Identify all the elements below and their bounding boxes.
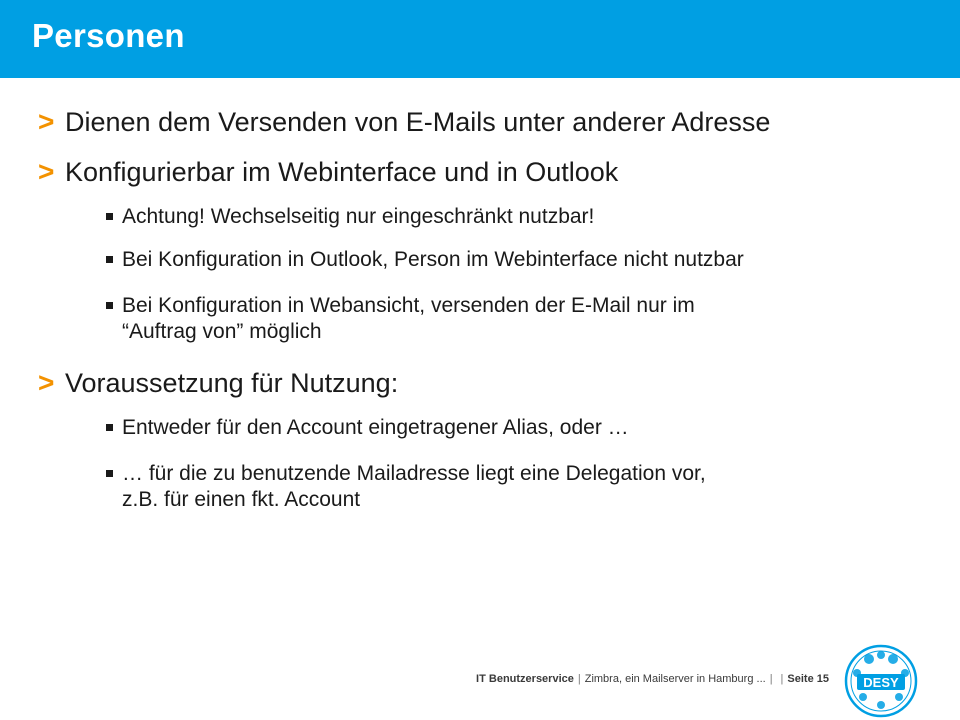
bullet-level1 xyxy=(38,156,618,188)
bullet-text-line1: Bei Konfiguration in Webansicht, versenden der E-Mail nur im xyxy=(122,294,695,317)
bullet-text: Konfigurierbar im Webinterface und in Outlook xyxy=(65,157,619,187)
desy-logo-icon xyxy=(843,643,919,719)
square-bullet-icon xyxy=(106,256,113,263)
square-bullet-icon xyxy=(106,470,113,477)
footer-org: IT Benutzerservice xyxy=(476,673,574,685)
bullet-level2 xyxy=(106,247,744,273)
logo-text: DESY xyxy=(863,675,899,690)
square-bullet-icon xyxy=(106,213,113,220)
bullet-level2 xyxy=(106,461,706,513)
bullet-level1 xyxy=(38,106,770,138)
footer-talk: Zimbra, ein Mailserver in Hamburg ... xyxy=(584,673,766,685)
bullet-marker: > xyxy=(38,106,55,137)
footer-page-number: Seite 15 xyxy=(787,673,829,685)
bullet-marker: > xyxy=(38,156,55,187)
bullet-level2 xyxy=(106,415,629,441)
bullet-text-line1: … für die zu benutzende Mailadresse liegt eine Delegation vor, xyxy=(122,462,706,485)
footer xyxy=(476,673,829,685)
square-bullet-icon xyxy=(106,302,113,309)
bullet-text-line2: “Auftrag von” möglich xyxy=(122,320,322,343)
footer-separator: | xyxy=(577,673,581,685)
bullet-text: Entweder für den Account eingetragener Alias, oder … xyxy=(122,416,629,439)
bullet-text: Dienen dem Versenden von E-Mails unter anderer Adresse xyxy=(65,107,771,137)
bullet-level2 xyxy=(106,293,695,345)
bullet-text: Voraussetzung für Nutzung: xyxy=(65,368,399,398)
bullet-level1 xyxy=(38,367,398,399)
bullet-text: Achtung! Wechselseitig nur eingeschränkt nutzbar! xyxy=(122,205,595,228)
square-bullet-icon xyxy=(106,424,113,431)
footer-separator: | xyxy=(769,673,773,685)
bullet-text-line2: z.B. für einen fkt. Account xyxy=(122,488,361,511)
bullet-text: Bei Konfiguration in Outlook, Person im Webinterface nicht nutzbar xyxy=(122,248,744,271)
bullet-level2 xyxy=(106,204,594,230)
bullet-marker: > xyxy=(38,367,55,398)
slide-title: Personen xyxy=(32,17,185,54)
footer-separator: | xyxy=(780,673,784,685)
